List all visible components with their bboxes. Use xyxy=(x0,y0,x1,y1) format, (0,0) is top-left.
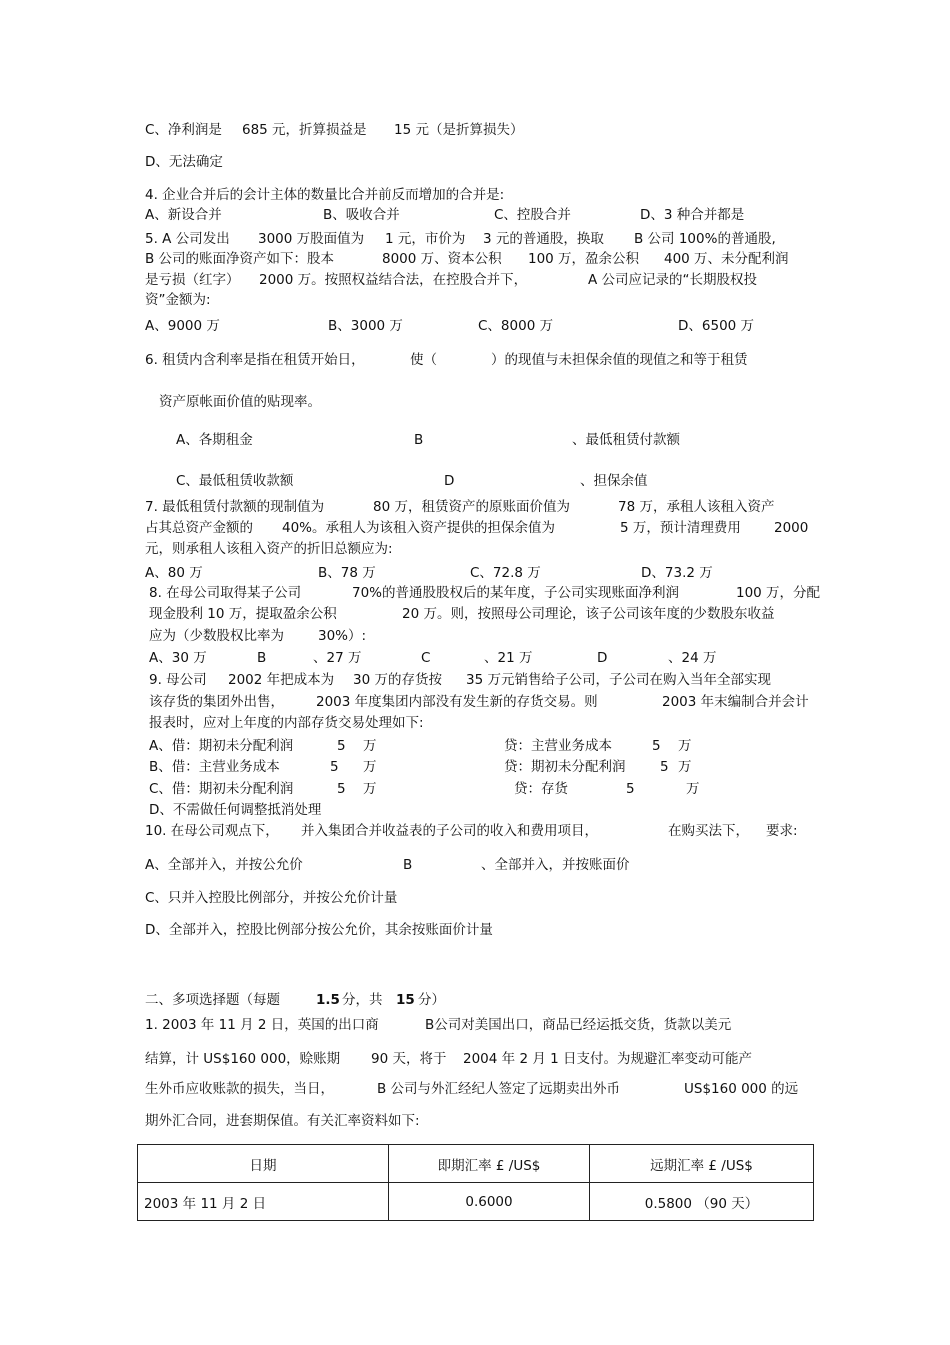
option-a: A、30 万 xyxy=(149,650,207,666)
question-8-stem: 现金股利 10 万，提取盈余公积 xyxy=(149,606,337,622)
option-c-letter: C xyxy=(421,650,431,666)
question-10-stem: 要求: xyxy=(766,823,798,839)
option-d-letter: D xyxy=(597,650,608,666)
question-6-stem: 使（ xyxy=(410,352,437,368)
question-7-stem: 40%。承租人为该租入资产提供的担保余值为 xyxy=(282,520,556,536)
option-a-credit: 贷：主营业务成本 xyxy=(504,738,612,754)
option-b-letter: B xyxy=(257,650,267,666)
option-a: A、新设合并 xyxy=(145,207,222,223)
multi-question-1-stem: 结算，计 US$160 000，赊账期 xyxy=(145,1051,341,1067)
option-b: 、全部并入，并按账面价 xyxy=(481,857,630,873)
question-5-stem: 400 万、未分配利润 xyxy=(664,251,789,267)
option-b: 、27 万 xyxy=(313,650,362,666)
question-9-stem: 2003 年度集团内部没有发生新的存货交易。则 xyxy=(316,694,598,710)
question-8-stem: 70%的普通股股权后的某年度，子公司实现账面净利润 xyxy=(352,585,680,601)
option-a: A、全部并入，并按公允价 xyxy=(145,857,303,873)
option-b: B、78 万 xyxy=(318,565,376,581)
option-a: A、80 万 xyxy=(145,565,203,581)
option-c: C、最低租赁收款额 xyxy=(176,473,294,489)
option-d-letter: D xyxy=(444,473,455,489)
option-a: A、借：期初未分配利润 xyxy=(149,738,294,754)
option-a-unit: 万 xyxy=(678,738,692,754)
option-a: A、各期租金 xyxy=(176,432,253,448)
question-9-stem: 该存货的集团外出售， xyxy=(149,694,284,710)
option-c-unit: 万 xyxy=(363,781,377,797)
question-9-stem: 35 万元销售给子公司，子公司在购入当年全部实现 xyxy=(466,672,771,688)
option-b-unit: 万 xyxy=(363,759,377,775)
question-5-stem: 是亏损（红字） xyxy=(145,272,240,288)
question-8-stem: 20 万。则，按照母公司理论，该子公司该年度的少数股东收益 xyxy=(402,606,775,622)
question-7-stem: 80 万，租赁资产的原账面价值为 xyxy=(373,499,570,515)
option-c: C、8000 万 xyxy=(478,318,554,334)
question-5-stem: 5. A 公司发出 xyxy=(145,231,230,247)
question-9-stem: 2002 年把成本为 xyxy=(228,672,335,688)
multi-question-1-stem: 90 天，将于 xyxy=(371,1051,447,1067)
question-7-stem: 7. 最低租赁付款额的现制值为 xyxy=(145,499,325,515)
option-b-unit: 万 xyxy=(678,759,692,775)
option-a-amount: 5 xyxy=(652,738,661,754)
question-6-stem: ）的现值与未担保余值的现值之和等于租赁 xyxy=(491,352,748,368)
option-c-amount: 5 xyxy=(337,781,346,797)
section-heading: 二、多项选择题（每题 xyxy=(145,992,280,1008)
option-b: 、最低租赁付款额 xyxy=(572,432,680,448)
option-b-credit: 贷：期初未分配利润 xyxy=(504,759,626,775)
question-9-stem: 2003 年末编制合并会计 xyxy=(662,694,809,710)
option-c: C、72.8 万 xyxy=(470,565,541,581)
option-d: D、6500 万 xyxy=(678,318,755,334)
table-header: 日期 xyxy=(138,1145,389,1183)
option-c: C、控股合并 xyxy=(494,207,571,223)
table-cell: 2003 年 11 月 2 日 xyxy=(138,1183,389,1221)
question-8-stem: 100 万，分配 xyxy=(736,585,821,601)
option-c: C、只并入控股比例部分，并按公允价计量 xyxy=(145,890,398,906)
question-10-stem: 在购买法下， xyxy=(668,823,749,839)
option-d: 、担保余值 xyxy=(580,473,648,489)
question-9-stem: 30 万的存货按 xyxy=(353,672,442,688)
multi-question-1-stem: 期外汇合同，进套期保值。有关汇率资料如下: xyxy=(145,1113,420,1129)
multi-question-1-stem: 生外币应收账款的损失，当日， xyxy=(145,1081,334,1097)
multi-question-1-stem: B公司对美国出口，商品已经运抵交货，货款以美元 xyxy=(425,1017,732,1033)
question-5-stem: A 公司应记录的“长期股权投 xyxy=(588,272,758,288)
question-5-stem: B 公司 100%的普通股, xyxy=(634,231,776,247)
question-7-stem: 5 万，预计清理费用 xyxy=(620,520,741,536)
option-b: B、3000 万 xyxy=(328,318,403,334)
question-5-stem: 3 元的普通股，换取 xyxy=(483,231,604,247)
option-d: D、全部并入，控股比例部分按公允价，其余按账面价计量 xyxy=(145,922,493,938)
question-9-stem: 报表时，应对上年度的内部存货交易处理如下: xyxy=(149,715,424,731)
table-header: 远期汇率 £ /US$ xyxy=(590,1145,814,1183)
option-d: D、无法确定 xyxy=(145,154,223,170)
section-heading: 分） xyxy=(418,992,445,1008)
option-a: A、9000 万 xyxy=(145,318,220,334)
exchange-rate-table xyxy=(137,1144,814,1221)
question-7-stem: 2000 xyxy=(774,520,809,536)
section-heading-points: 1.5 xyxy=(316,992,340,1008)
option-c-text: 15 元（是折算损失） xyxy=(394,122,524,138)
question-8-stem: 30%）: xyxy=(318,628,367,644)
question-4-stem: 4. 企业合并后的会计主体的数量比合并前反而增加的合并是: xyxy=(145,187,505,203)
question-7-stem: 78 万，承租人该租入资产 xyxy=(618,499,775,515)
option-c-amount: 5 xyxy=(626,781,635,797)
option-c: C、借：期初未分配利润 xyxy=(149,781,294,797)
section-heading-total: 15 xyxy=(396,992,415,1008)
option-c-label: C、净利润是 xyxy=(145,122,222,138)
multi-question-1-stem: US$160 000 的远 xyxy=(684,1081,799,1097)
question-6-stem: 资产原帐面价值的贴现率。 xyxy=(159,394,321,410)
option-c-credit: 贷：存货 xyxy=(514,781,568,797)
question-7-stem: 占其总资产金额的 xyxy=(145,520,253,536)
multi-question-1-stem: 1. 2003 年 11 月 2 日，英国的出口商 xyxy=(145,1017,379,1033)
table-row xyxy=(138,1183,814,1221)
question-5-stem: 100 万，盈余公积 xyxy=(528,251,640,267)
multi-question-1-stem: B 公司与外汇经纪人签定了远期卖出外币 xyxy=(377,1081,621,1097)
option-c-unit: 万 xyxy=(686,781,700,797)
question-6-stem: 6. 租赁内含利率是指在租赁开始日， xyxy=(145,352,365,368)
option-d: 、24 万 xyxy=(668,650,717,666)
question-5-stem: 资”金额为: xyxy=(145,292,211,308)
option-b-amount: 5 xyxy=(660,759,669,775)
question-5-stem: 1 元，市价为 xyxy=(385,231,466,247)
question-5-stem: B 公司的账面净资产如下：股本 xyxy=(145,251,335,267)
table-cell: 0.6000 xyxy=(389,1183,590,1221)
question-8-stem: 应为（少数股权比率为 xyxy=(149,628,284,644)
question-5-stem: 3000 万股面值为 xyxy=(258,231,365,247)
option-c: 、21 万 xyxy=(484,650,533,666)
question-7-stem: 元，则承租人该租入资产的折旧总额应为: xyxy=(145,541,393,557)
table-header-row xyxy=(138,1145,814,1183)
option-b-letter: B xyxy=(403,857,413,873)
option-d: D、不需做任何调整抵消处理 xyxy=(149,802,322,818)
question-10-stem: 10. 在母公司观点下， xyxy=(145,823,279,839)
option-a-unit: 万 xyxy=(363,738,377,754)
option-c-text: 685 元，折算损益是 xyxy=(242,122,367,138)
option-b-letter: B xyxy=(414,432,424,448)
option-b-amount: 5 xyxy=(330,759,339,775)
question-5-stem: 8000 万、资本公积 xyxy=(382,251,502,267)
question-8-stem: 8. 在母公司取得某子公司 xyxy=(149,585,302,601)
question-9-stem: 9. 母公司 xyxy=(149,672,207,688)
option-b: B、借：主营业务成本 xyxy=(149,759,280,775)
option-d: D、3 种合并都是 xyxy=(640,207,745,223)
multi-question-1-stem: 2004 年 2 月 1 日支付。为规避汇率变动可能产 xyxy=(463,1051,752,1067)
question-10-stem: 并入集团合并收益表的子公司的收入和费用项目， xyxy=(301,823,598,839)
section-heading: 分，共 xyxy=(342,992,383,1008)
option-b: B、吸收合并 xyxy=(323,207,400,223)
question-5-stem: 2000 万。按照权益结合法，在控股合并下， xyxy=(259,272,528,288)
option-d: D、73.2 万 xyxy=(641,565,713,581)
table-cell: 0.5800 （90 天） xyxy=(590,1183,814,1221)
option-a-amount: 5 xyxy=(337,738,346,754)
table-header: 即期汇率 £ /US$ xyxy=(389,1145,590,1183)
